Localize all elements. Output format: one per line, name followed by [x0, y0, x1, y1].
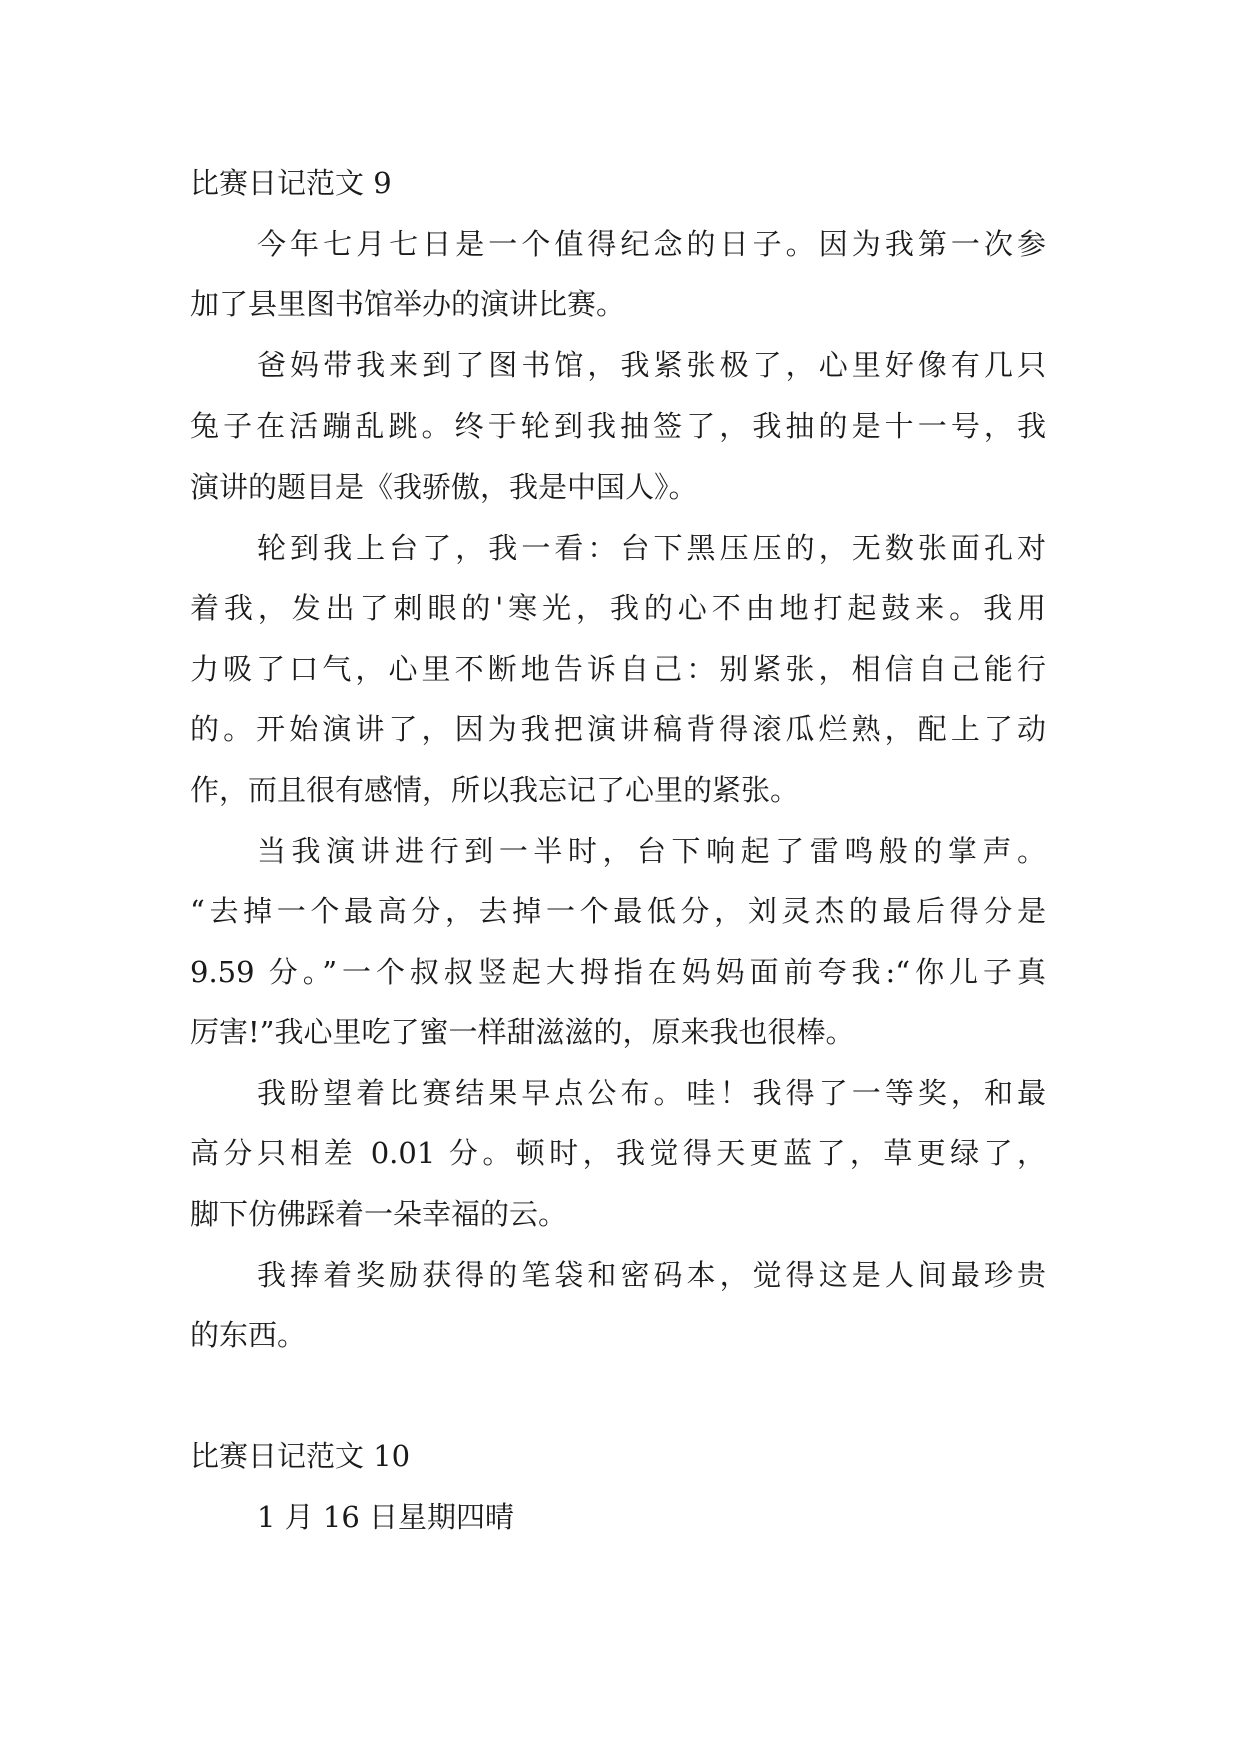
- paragraph-line: 爸妈带我来到了图书馆，我紧张极了，心里好像有几只: [257, 348, 1046, 382]
- paragraph-line: 厉害!”我心里吃了蜜一样甜滋滋的，原来我也很棒。: [190, 1015, 855, 1049]
- paragraph-line: 演讲的题目是《我骄傲，我是中国人》。: [190, 470, 698, 504]
- paragraph-line: 作，而且很有感情，所以我忘记了心里的紧张。: [190, 773, 800, 807]
- paragraph-line: “去掉一个最高分，去掉一个最低分，刘灵杰的最后得分是: [190, 894, 1046, 928]
- paragraph-line: 着我，发出了刺眼的'寒光，我的心不由地打起鼓来。我用: [190, 591, 1046, 625]
- section-title: 比赛日记范文 9: [190, 166, 392, 200]
- paragraph-line: 轮到我上台了，我一看：台下黑压压的，无数张面孔对: [257, 531, 1046, 565]
- paragraph-line: 我盼望着比赛结果早点公布。哇！我得了一等奖，和最: [257, 1076, 1046, 1110]
- section-title: 比赛日记范文 10: [190, 1439, 411, 1473]
- paragraph-line: 力吸了口气，心里不断地告诉自己：别紧张，相信自己能行: [190, 652, 1046, 686]
- paragraph-line: 今年七月七日是一个值得纪念的日子。因为我第一次参: [257, 227, 1046, 261]
- paragraph-line: 的东西。: [190, 1318, 307, 1352]
- paragraph-line: 我捧着奖励获得的笔袋和密码本，觉得这是人间最珍贵: [257, 1258, 1046, 1292]
- paragraph-line: 脚下仿佛踩着一朵幸福的云。: [190, 1197, 568, 1231]
- paragraph-line: 兔子在活蹦乱跳。终于轮到我抽签了，我抽的是十一号，我: [190, 409, 1046, 443]
- paragraph-line: 的。开始演讲了，因为我把演讲稿背得滚瓜烂熟，配上了动: [190, 712, 1046, 746]
- paragraph-line: 高分只相差 0.01 分。顿时，我觉得天更蓝了，草更绿了，: [190, 1136, 1046, 1170]
- diary-date-line: 1 月 16 日星期四晴: [257, 1500, 515, 1534]
- paragraph-line: 当我演讲进行到一半时，台下响起了雷鸣般的掌声。: [257, 834, 1046, 868]
- paragraph-line: 加了县里图书馆举办的演讲比赛。: [190, 287, 626, 321]
- paragraph-line: 9.59 分。”一个叔叔竖起大拇指在妈妈面前夸我:“你儿子真: [190, 955, 1046, 989]
